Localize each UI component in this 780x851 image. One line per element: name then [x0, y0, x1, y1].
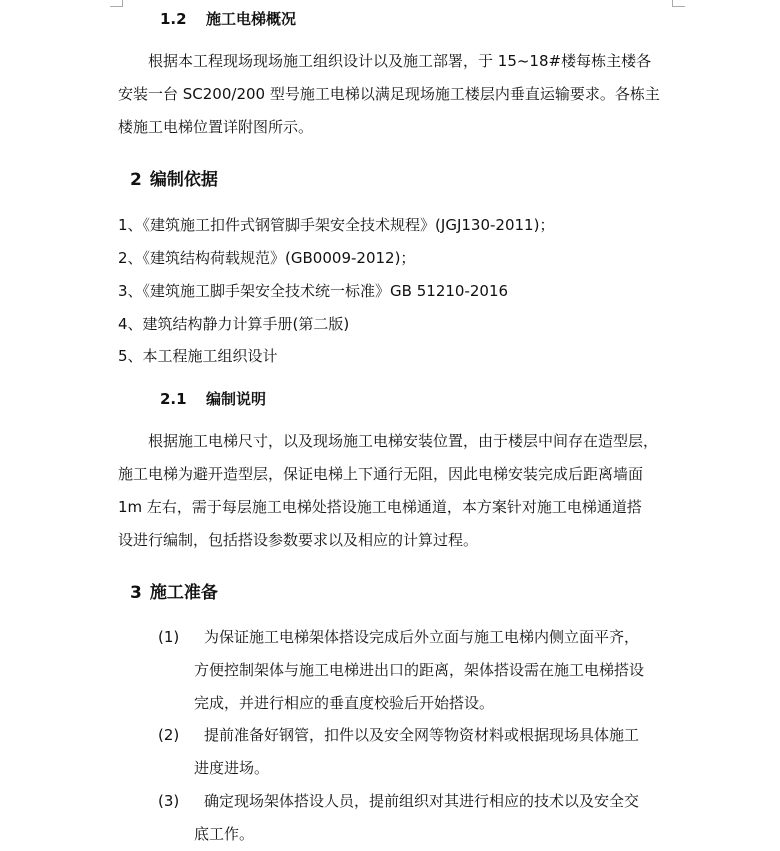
paragraph-line: 施工电梯为避开造型层，保证电梯上下通行无阻，因此电梯安装完成后距离墙面: [118, 465, 644, 483]
reference-item: 2、《建筑结构荷载规范》(GB0009-2012)；: [118, 249, 416, 267]
paragraph-line: 根据本工程现场现场施工组织设计以及施工部署，于 15~18#楼每栋主楼各: [148, 52, 652, 70]
step-line: 完成，并进行相应的垂直度校验后开始搭设。: [194, 694, 495, 712]
step-line: 提前准备好钢管，扣件以及安全网等物资材料或根据现场具体施工: [204, 726, 640, 744]
margin-corner-mark: [672, 0, 685, 7]
paragraph-line: 安装一台 SC200/200 型号施工电梯以满足现场施工楼层内垂直运输要求。各栋主: [118, 85, 660, 103]
heading-3: [130, 578, 218, 603]
reference-item: 1、《建筑施工扣件式钢管脚手架安全技术规程》(JGJ130-2011)；: [118, 216, 555, 234]
margin-corner-mark: [110, 0, 123, 7]
paragraph-line: 根据施工电梯尺寸，以及现场施工电梯安装位置，由于楼层中间存在造型层，: [148, 432, 659, 450]
heading-1-2: [160, 8, 296, 29]
reference-item: 3、《建筑施工脚手架安全技术统一标准》GB 51210-2016: [118, 282, 509, 300]
step-line: 确定现场架体搭设人员，提前组织对其进行相应的技术以及安全交: [204, 792, 640, 810]
step-line: 为保证施工电梯架体搭设完成后外立面与施工电梯内侧立面平齐，: [204, 628, 640, 646]
heading-title: 编制依据: [149, 170, 218, 190]
step-marker: (3): [158, 792, 180, 810]
step-line: 进度进场。: [194, 759, 270, 777]
heading-2: [130, 165, 218, 190]
heading-number: 2.1: [160, 390, 187, 408]
step-marker: (2): [158, 726, 180, 744]
step-line: 底工作。: [194, 825, 255, 843]
heading-title: 施工准备: [149, 583, 218, 603]
heading-title: 编制说明: [206, 390, 267, 408]
heading-title: 施工电梯概况: [206, 10, 297, 28]
paragraph-line: 1m 左右，需于每层施工电梯处搭设施工电梯通道，本方案针对施工电梯通道搭: [118, 498, 642, 516]
heading-2-1: [160, 388, 266, 409]
reference-item: 5、本工程施工组织设计: [118, 347, 278, 365]
heading-number: 3: [130, 583, 142, 603]
paragraph-line: 设进行编制，包括搭设参数要求以及相应的计算过程。: [118, 531, 479, 549]
paragraph-compilation-note: [118, 425, 678, 557]
heading-number: 1.2: [160, 10, 187, 28]
step-line: 方便控制架体与施工电梯进出口的距离，架体搭设需在施工电梯搭设: [194, 661, 645, 679]
paragraph-line: 楼施工电梯位置详附图所示。: [118, 118, 314, 136]
paragraph-elevator-overview: [118, 45, 678, 144]
heading-number: 2: [130, 170, 142, 190]
reference-item: 4、建筑结构静力计算手册(第二版): [118, 315, 350, 333]
step-marker: (1): [158, 628, 180, 646]
